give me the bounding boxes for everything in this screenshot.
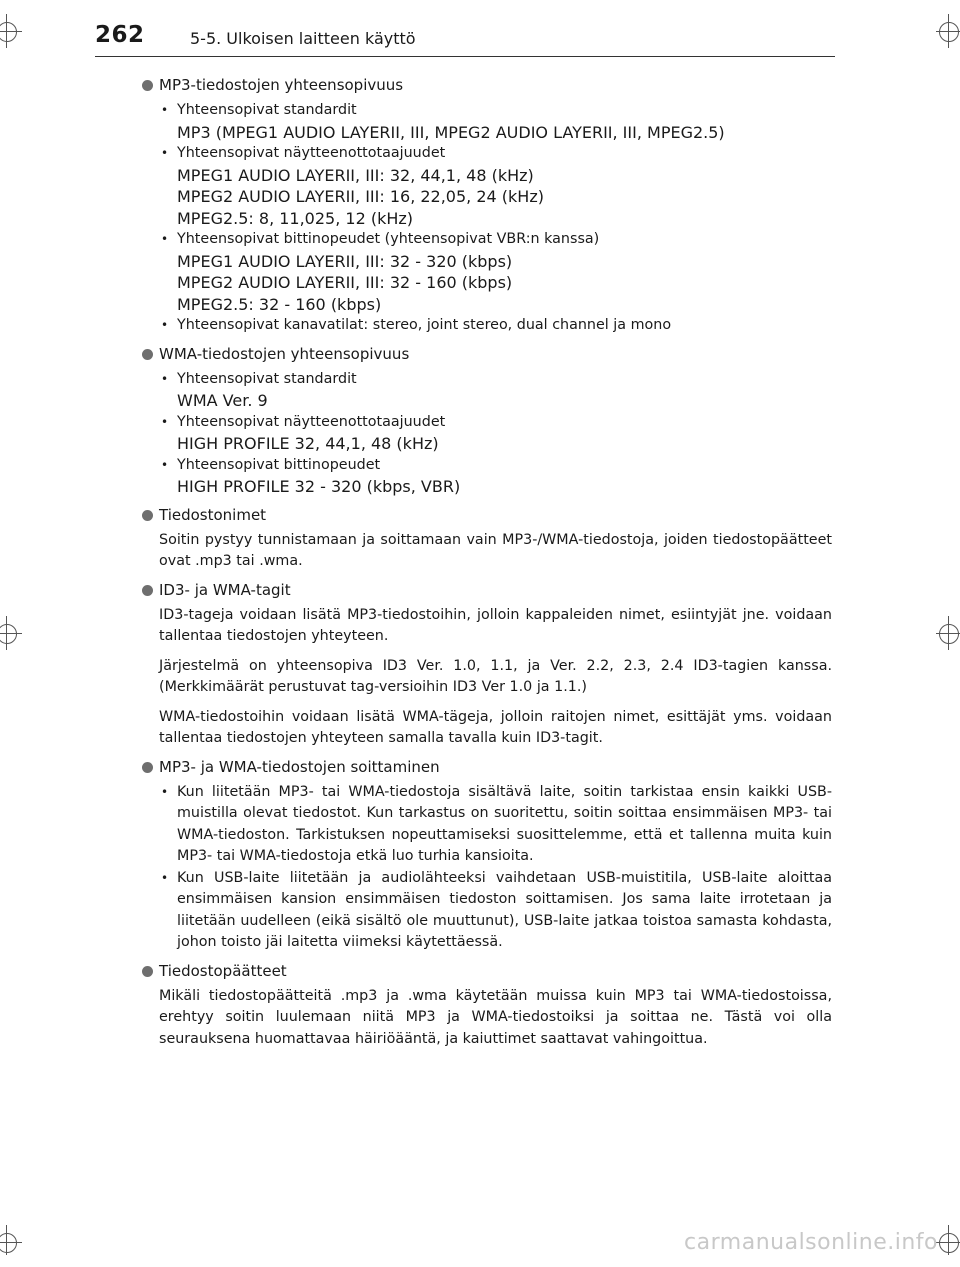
list-item	[159, 412, 832, 455]
wma-standards-title: • Yhteensopivat standardit	[177, 370, 357, 387]
list-item: • Kun USB-laite liitetään ja audiolähteeksi vaihdetaan USB-muistitila, USB-laite aloittaa ensimmäisen kansion ensimmäisen tiedoston soittamisen. Jos sama laite irrotetaan ja liitetään uudelleen (eikä sisältö ole muuttunut), USB-laite jatkaa toistoa samasta kohdasta, johon toisto jäi laitetta viimeksi käytettäessä.	[159, 868, 832, 954]
list-item: • Kun liitetään MP3- tai WMA-tiedostoja sisältävä laite, soitin tarkistaa ensin kaikki USB-muistilla olevat tiedostot. Kun tarkastus on suoritettu, soitin soittaa ensimmäisen MP3- tai WMA-tiedoston. Tarkistuksen nopeuttamiseksi suosittelemme, että et tallenna muita kuin MP3- tai WMA-tiedostoja etkä luo turhia kansioita.	[159, 782, 832, 868]
extensions-heading	[142, 960, 832, 982]
wma-compatibility-section	[142, 343, 832, 498]
wma-bitrates-value: HIGH PROFILE 32 - 320 (kbps, VBR)	[177, 477, 461, 496]
list-item	[159, 455, 832, 498]
bullet-dot-icon	[142, 966, 153, 977]
page-header	[95, 22, 895, 56]
mp3-sampling-value: MPEG2.5: 8, 11,025, 12 (kHz)	[177, 208, 414, 228]
section-title: 5-5. Ulkoisen laitteen käyttö	[190, 29, 416, 48]
mp3-sampling-title: • Yhteensopivat näytteenottotaajuudet	[177, 145, 446, 161]
mp3-heading	[142, 74, 832, 96]
page-content	[142, 74, 832, 1056]
list-item	[159, 315, 832, 337]
bullet-dot-icon	[142, 510, 153, 521]
list-item	[159, 100, 832, 143]
mp3-bitrates-value: MPEG1 AUDIO LAYERII, III: 32 - 320 (kbps)	[177, 251, 513, 271]
playback-title: MP3- ja WMA-tiedostojen soittaminen	[159, 757, 440, 776]
extensions-title: Tiedostopäätteet	[159, 961, 287, 980]
bullet-dot-icon	[142, 762, 153, 773]
wma-heading	[142, 343, 832, 365]
mp3-channels: • Yhteensopivat kanavatilat: stereo, joint stereo, dual channel ja mono	[177, 317, 672, 333]
playback-section	[142, 756, 832, 954]
id3-paragraph: WMA-tiedostoihin voidaan lisätä WMA-tägeja, jolloin raitojen nimet, esittäjät yms. voidaan tallentaa tiedostojen yhteyteen samalla tavalla kuin ID3-tagit.	[159, 708, 832, 746]
id3-paragraph: ID3-tageja voidaan lisätä MP3-tiedostoihin, jolloin kappaleiden nimet, esiintyjät jne. voidaan tallentaa tiedostojen yhteyteen.	[159, 606, 832, 644]
filenames-section	[142, 504, 832, 573]
mp3-title: MP3-tiedostojen yhteensopivuus	[159, 76, 404, 94]
extensions-text: Mikäli tiedostopäätteitä .mp3 ja .wma käytetään muissa kuin MP3 tai WMA-tiedostoissa, erehtyy soitin luulemaan niitä MP3 ja WMA-tiedostoiksi ja soittaa ne. Tästä voi olla seurauksena huomattavaa häiriöääntä, ja kaiuttimet saattavat vahingoittua.	[159, 987, 832, 1047]
list-item	[159, 143, 832, 229]
bullet-dot-icon	[142, 349, 153, 360]
filenames-title: Tiedostonimet	[159, 505, 267, 524]
wma-sampling-value: HIGH PROFILE 32, 44,1, 48 (kHz)	[177, 434, 439, 453]
id3-heading	[142, 579, 832, 601]
wma-details-list	[159, 369, 832, 498]
mp3-compatibility-section	[142, 74, 832, 337]
id3-title: ID3- ja WMA-tagit	[159, 580, 291, 599]
extensions-section	[142, 960, 832, 1051]
id3-paragraph: Järjestelmä on yhteensopiva ID3 Ver. 1.0, 1.1, ja Ver. 2.2, 2.3, 2.4 ID3-tagien kanssa. (Merkkimäärät perustuvat tag-versioihin ID3 Ver 1.0 ja 1.1.)	[159, 657, 832, 695]
mp3-details-list	[159, 100, 832, 337]
playback-heading	[142, 756, 832, 778]
playback-list	[159, 782, 832, 954]
list-item	[159, 369, 832, 412]
filenames-text: Soitin pystyy tunnistamaan ja soittamaan vain MP3-/WMA-tiedostoja, joiden tiedostopäätteet ovat .mp3 tai .wma.	[159, 531, 832, 569]
wma-sampling-title: • Yhteensopivat näytteenottotaajuudet	[177, 413, 446, 430]
wma-title: WMA-tiedostojen yhteensopivuus	[159, 344, 410, 363]
watermark: carmanualsonline.info	[684, 1230, 938, 1255]
mp3-bitrates-title: • Yhteensopivat bittinopeudet (yhteensopivat VBR:n kanssa)	[177, 231, 600, 247]
mp3-bitrates-value: MPEG2 AUDIO LAYERII, III: 32 - 160 (kbps)	[177, 273, 513, 292]
mp3-sampling-value: MPEG2 AUDIO LAYERII, III: 16, 22,05, 24 (kHz)	[177, 187, 544, 206]
filenames-heading	[142, 504, 832, 526]
wma-bitrates-title: • Yhteensopivat bittinopeudet	[177, 456, 381, 473]
mp3-standards-title: • Yhteensopivat standardit	[177, 102, 357, 118]
page-number: 262	[95, 22, 145, 48]
mp3-sampling-value: MPEG1 AUDIO LAYERII, III: 32, 44,1, 48 (kHz)	[177, 165, 534, 185]
mp3-standards-value: MP3 (MPEG1 AUDIO LAYERII, III, MPEG2 AUDIO LAYERII, III, MPEG2.5)	[177, 122, 725, 142]
bullet-dot-icon	[142, 80, 153, 91]
id3-section	[142, 579, 832, 750]
bullet-dot-icon	[142, 585, 153, 596]
list-item	[159, 229, 832, 315]
wma-standards-value: WMA Ver. 9	[177, 391, 268, 410]
header-rule	[95, 56, 835, 57]
mp3-bitrates-value: MPEG2.5: 32 - 160 (kbps)	[177, 294, 382, 314]
